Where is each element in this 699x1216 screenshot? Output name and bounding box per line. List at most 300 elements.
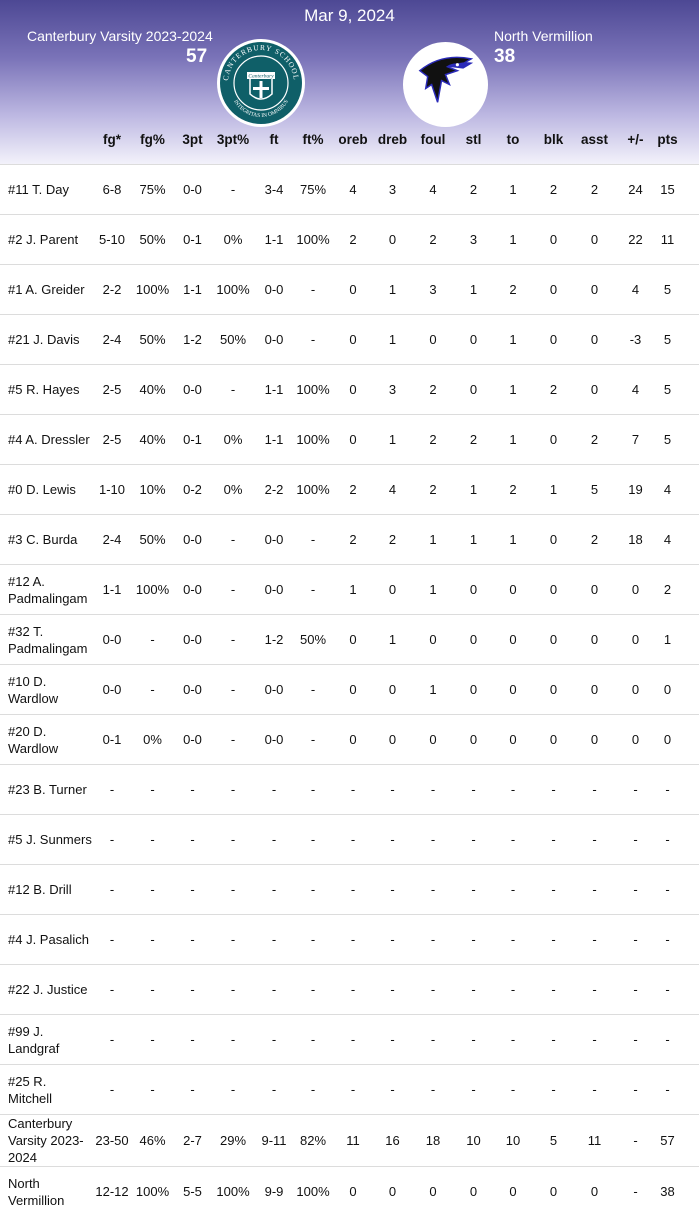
stat-cell-: 4 [615,365,656,415]
stat-cell-to: 0 [493,715,533,765]
stat-cell-ft: 9-9 [255,1167,293,1216]
column-header-asst[interactable]: asst [574,132,615,147]
stat-cell-: - [615,865,656,915]
stat-cell-blk: 0 [533,315,574,365]
stat-cell-ft: - [293,1015,333,1065]
stat-cell-foul: 0 [412,1167,454,1216]
stat-cell-stl: 1 [454,515,493,565]
stat-cell-foul: - [412,965,454,1015]
stat-cell-ft: 100% [293,415,333,465]
stat-cell-fg: 10% [131,465,174,515]
stat-cell-foul: 3 [412,265,454,315]
stat-cell-blk: 0 [533,665,574,715]
stat-cell-oreb: 0 [333,315,373,365]
stat-cell-oreb: 11 [333,1115,373,1167]
stat-cell-oreb: - [333,1065,373,1115]
stat-cell-pts: 5 [656,315,679,365]
stat-cell-oreb: 4 [333,165,373,215]
stat-cell-fg: 1-1 [93,565,131,615]
stat-cell-fg: 6-8 [93,165,131,215]
stat-cell-blk: 0 [533,565,574,615]
stat-cell-blk: 0 [533,515,574,565]
stat-cell-to: 1 [493,315,533,365]
logo-motto-text: INTEGRITAS IN OMNIBUS [232,99,290,119]
stat-cell-oreb: - [333,865,373,915]
stat-cell-foul: 1 [412,665,454,715]
stat-cell-fg: 40% [131,415,174,465]
stat-cell-fg: 100% [131,1167,174,1216]
stat-cell-3pt: - [211,1015,255,1065]
stat-cell-pts: 57 [656,1115,679,1167]
stat-cell-fg: 2-2 [93,265,131,315]
stat-cell-3pt: - [174,765,211,815]
stat-cell-foul: - [412,765,454,815]
stat-cell-dreb: 16 [373,1115,412,1167]
stat-cell-ft: 0-0 [255,665,293,715]
stat-cell-fg: 23-50 [93,1115,131,1167]
stat-cell-oreb: 0 [333,365,373,415]
stat-cell-foul: - [412,865,454,915]
stat-cell-ft: 1-1 [255,215,293,265]
column-header-3pt[interactable]: 3pt% [211,132,255,147]
stat-cell-3pt: 29% [211,1115,255,1167]
away-team-name: North Vermillion [494,28,593,44]
column-header-oreb[interactable]: oreb [333,132,373,147]
stat-cell-3pt: - [211,665,255,715]
stat-cell-fg: 75% [131,165,174,215]
stat-cell-asst: 0 [574,315,615,365]
stat-cell-ft: - [293,965,333,1015]
stat-cell-dreb: 2 [373,515,412,565]
stat-cell-3pt: 0-0 [174,665,211,715]
stat-cell-to: 1 [493,165,533,215]
stat-cell-to: 2 [493,465,533,515]
stat-cell-3pt: - [211,715,255,765]
stat-cell-3pt: 5-5 [174,1167,211,1216]
table-row [0,415,699,465]
stat-cell-foul: 1 [412,565,454,615]
stat-cell-dreb: - [373,965,412,1015]
stat-cell-to: - [493,1065,533,1115]
stat-cell-dreb: - [373,915,412,965]
stat-cell-blk: - [533,865,574,915]
stat-cell-to: 10 [493,1115,533,1167]
stat-cell-oreb: - [333,915,373,965]
stat-cell-: - [615,1015,656,1065]
stat-cell-fg: - [93,915,131,965]
stat-cell-dreb: 3 [373,165,412,215]
stat-cell-dreb: - [373,1065,412,1115]
stat-cell-fg: - [93,815,131,865]
stat-cell-dreb: 1 [373,315,412,365]
stat-cell-3pt: 0-0 [174,365,211,415]
stat-cell-pts: 15 [656,165,679,215]
stat-cell-oreb: 0 [333,615,373,665]
stat-cell-stl: - [454,965,493,1015]
stat-cell-fg: - [131,615,174,665]
row-spacer [679,415,699,465]
stat-cell-oreb: 0 [333,415,373,465]
stat-cell-: 19 [615,465,656,515]
column-header-blk[interactable]: blk [533,132,574,147]
stat-cell-asst: 0 [574,215,615,265]
stat-cell-ft: 75% [293,165,333,215]
stat-cell-3pt: 0-2 [174,465,211,515]
stat-cell-blk: 1 [533,465,574,515]
stat-cell-oreb: - [333,815,373,865]
stat-cell-asst: - [574,865,615,915]
table-row [0,965,699,1015]
stat-cell-ft: 1-2 [255,615,293,665]
stat-cell-stl: 1 [454,465,493,515]
stat-cell-3pt: 0% [211,465,255,515]
stat-cell-to: 1 [493,365,533,415]
stat-cell-ft: 100% [293,215,333,265]
stat-cell-blk: 0 [533,265,574,315]
stat-cell-ft: - [255,1015,293,1065]
stat-cell-3pt: - [211,515,255,565]
stat-cell-3pt: - [211,915,255,965]
stat-cell-stl: 3 [454,215,493,265]
row-spacer [679,565,699,615]
column-header-fg[interactable]: fg% [131,132,174,147]
player-name: #0 D. Lewis [0,465,93,515]
row-spacer [679,1065,699,1115]
stat-cell-stl: - [454,815,493,865]
stat-cell-: 0 [615,715,656,765]
stat-cell-ft: 9-11 [255,1115,293,1167]
player-name: #21 J. Davis [0,315,93,365]
stat-cell-stl: - [454,1015,493,1065]
stat-cell-pts: - [656,965,679,1015]
stat-cell-oreb: 0 [333,665,373,715]
stat-cell-dreb: - [373,865,412,915]
stat-cell-fg: - [93,865,131,915]
stat-cell-oreb: 2 [333,465,373,515]
box-score-table [0,164,699,1216]
stat-cell-fg: 40% [131,365,174,415]
stat-cell-stl: 0 [454,565,493,615]
stat-cell-pts: - [656,815,679,865]
stat-cell-stl: - [454,865,493,915]
stat-cell-foul: 18 [412,1115,454,1167]
stat-cell-: 4 [615,265,656,315]
stat-cell-ft: 0-0 [255,315,293,365]
stat-cell-pts: 0 [656,665,679,715]
table-row [0,515,699,565]
column-header-ft[interactable]: ft% [293,132,333,147]
stat-cell-dreb: 0 [373,715,412,765]
canterbury-school-logo [216,38,306,128]
stat-cell-asst: 0 [574,565,615,615]
stat-cell-stl: 2 [454,165,493,215]
stat-cell-3pt: 0-1 [174,415,211,465]
row-spacer [679,515,699,565]
row-spacer [679,1167,699,1216]
table-row [0,1065,699,1115]
stat-cell-foul: 0 [412,315,454,365]
stat-cell-asst: 0 [574,365,615,415]
column-header-ft[interactable]: ft [255,132,293,147]
stat-cell-pts: 2 [656,565,679,615]
player-name: Canterbury Varsity 2023-2024 [0,1115,93,1167]
stat-cell-: 18 [615,515,656,565]
column-header-[interactable]: +/- [615,132,656,147]
stat-cell-dreb: 1 [373,265,412,315]
stat-cell-3pt: 0-0 [174,515,211,565]
stat-cell-asst: - [574,965,615,1015]
player-name: #3 C. Burda [0,515,93,565]
stat-cell-3pt: - [211,865,255,915]
stat-cell-fg: 0-0 [93,615,131,665]
stat-cell-3pt: 100% [211,265,255,315]
table-row [0,765,699,815]
stat-cell-fg: 100% [131,265,174,315]
column-header-to[interactable]: to [493,132,533,147]
stat-cell-3pt: - [174,1065,211,1115]
stat-cell-ft: - [293,565,333,615]
stat-cell-dreb: - [373,815,412,865]
stat-cell-ft: - [293,315,333,365]
stat-cell-stl: 0 [454,615,493,665]
stat-cell-ft: - [255,1065,293,1115]
stat-cell-3pt: 0% [211,415,255,465]
stat-cell-fg: 2-4 [93,515,131,565]
stat-cell-ft: - [293,1065,333,1115]
stat-cell-to: 2 [493,265,533,315]
stat-cell-dreb: 4 [373,465,412,515]
stat-cell-oreb: 1 [333,565,373,615]
stat-cell-ft: - [293,915,333,965]
stat-cell-ft: - [255,965,293,1015]
stat-cell-oreb: 0 [333,265,373,315]
stat-cell-3pt: - [211,815,255,865]
stat-cell-pts: 5 [656,265,679,315]
stat-cell-pts: 1 [656,615,679,665]
stat-cell-ft: - [293,665,333,715]
player-name: #4 A. Dressler [0,415,93,465]
stat-cell-blk: - [533,1065,574,1115]
stat-cell-blk: - [533,1015,574,1065]
stat-cell-3pt: - [174,865,211,915]
stat-cell-ft: - [255,915,293,965]
stat-cell-fg: 50% [131,515,174,565]
player-name: #1 A. Greider [0,265,93,315]
stat-cell-3pt: 0-0 [174,165,211,215]
table-row [0,665,699,715]
stat-cell-oreb: 2 [333,215,373,265]
stat-cell-fg: - [131,865,174,915]
player-name: #12 A. Padmalingam [0,565,93,615]
stat-cell-to: - [493,915,533,965]
stat-cell-asst: 2 [574,515,615,565]
stat-cell-blk: 5 [533,1115,574,1167]
stat-cell-stl: 0 [454,315,493,365]
stat-cell-ft: - [293,815,333,865]
stat-cell-ft: - [293,265,333,315]
stat-cell-asst: 0 [574,1167,615,1216]
home-team-score: 57 [186,46,207,68]
stat-cell-to: 1 [493,215,533,265]
stat-cell-fg: 2-5 [93,415,131,465]
stat-cell-ft: 0-0 [255,715,293,765]
row-spacer [679,265,699,315]
stat-cell-fg: 1-10 [93,465,131,515]
stat-cell-to: 0 [493,615,533,665]
logo-banner-text: Canterbury [248,74,274,80]
player-name: #25 R. Mitchell [0,1065,93,1115]
stat-cell-oreb: - [333,1015,373,1065]
stat-cell-3pt: - [211,965,255,1015]
stat-cell-foul: 2 [412,465,454,515]
stat-cell-foul: - [412,815,454,865]
stat-cell-pts: 11 [656,215,679,265]
stat-cell-to: 0 [493,1167,533,1216]
stat-cell-blk: - [533,965,574,1015]
stat-cell-3pt: 0% [211,215,255,265]
stat-cell-fg: - [93,1015,131,1065]
stat-cell-ft: - [255,765,293,815]
row-spacer [679,1115,699,1167]
stat-cell-asst: 0 [574,715,615,765]
stat-cell-blk: 2 [533,165,574,215]
stat-cell-blk: - [533,915,574,965]
stat-cell-blk: 0 [533,1167,574,1216]
stat-cell-asst: - [574,765,615,815]
player-name: #11 T. Day [0,165,93,215]
row-spacer [679,315,699,365]
stat-cell-3pt: - [211,765,255,815]
stat-cell-oreb: - [333,965,373,1015]
stat-cell-ft: 0-0 [255,265,293,315]
stat-cell-fg: - [93,1065,131,1115]
stat-cell-ft: 50% [293,615,333,665]
stat-cell-pts: 4 [656,465,679,515]
game-date: Mar 9, 2024 [0,6,699,26]
column-header-fg[interactable]: fg* [93,132,131,147]
stat-cell-: - [615,1115,656,1167]
stat-cell-oreb: - [333,765,373,815]
stat-cell-3pt: - [174,1015,211,1065]
column-header-stl[interactable]: stl [454,132,493,147]
stat-cell-3pt: - [211,1065,255,1115]
row-spacer [679,365,699,415]
stat-cell-stl: 10 [454,1115,493,1167]
stat-cell-stl: 0 [454,715,493,765]
stat-cell-: 24 [615,165,656,215]
stat-cell-ft: - [293,865,333,915]
table-row [0,365,699,415]
row-spacer [679,865,699,915]
column-header-pts[interactable]: pts [656,132,679,147]
column-header-3pt[interactable]: 3pt [174,132,211,147]
column-header-dreb[interactable]: dreb [373,132,412,147]
stat-cell-foul: 4 [412,165,454,215]
stat-cell-fg: 12-12 [93,1167,131,1216]
stat-cell-to: 0 [493,565,533,615]
table-row [0,865,699,915]
stat-cell-pts: - [656,1015,679,1065]
stat-cell-blk: 0 [533,715,574,765]
stat-cell-3pt: - [211,565,255,615]
stat-cell-pts: 0 [656,715,679,765]
stat-cell-: - [615,815,656,865]
stat-cell-pts: - [656,865,679,915]
stat-cell-asst: 2 [574,165,615,215]
table-row [0,1115,699,1167]
stat-cell-stl: 0 [454,1167,493,1216]
stat-cell-fg: 2-4 [93,315,131,365]
stat-cell-asst: - [574,1015,615,1065]
stat-cell-foul: 2 [412,215,454,265]
stat-cell-ft: 100% [293,1167,333,1216]
column-header-foul[interactable]: foul [412,132,454,147]
stat-cell-ft: - [255,865,293,915]
stat-cell-ft: 0-0 [255,515,293,565]
stat-cell-fg: - [93,965,131,1015]
stat-cell-to: 1 [493,415,533,465]
stat-cell-3pt: 1-1 [174,265,211,315]
stat-cell-asst: 2 [574,415,615,465]
stat-cell-ft: 1-1 [255,415,293,465]
table-row [0,315,699,365]
stat-cell-ft: 3-4 [255,165,293,215]
stat-cell-blk: 0 [533,615,574,665]
stat-cell-dreb: 0 [373,565,412,615]
stat-cell-blk: 0 [533,215,574,265]
player-name: #5 R. Hayes [0,365,93,415]
stat-cell-fg: - [131,915,174,965]
stat-cell-ft: 1-1 [255,365,293,415]
player-name: #4 J. Pasalich [0,915,93,965]
stat-cell-oreb: 2 [333,515,373,565]
row-spacer [679,665,699,715]
row-spacer [679,715,699,765]
table-row [0,715,699,765]
stat-cell-pts: 5 [656,365,679,415]
home-team-name: Canterbury Varsity 2023-2024 [27,28,213,44]
row-spacer [679,615,699,665]
player-name: #22 J. Justice [0,965,93,1015]
stat-cell-pts: - [656,915,679,965]
stat-cell-fg: - [131,815,174,865]
stat-cell-to: 0 [493,665,533,715]
stat-cell-fg: - [131,665,174,715]
row-spacer [679,1015,699,1065]
stat-cell-ft: - [293,765,333,815]
player-name: #20 D. Wardlow [0,715,93,765]
stat-cell-stl: 0 [454,365,493,415]
stat-cell-fg: - [131,1015,174,1065]
stat-cell-foul: 2 [412,365,454,415]
stat-cell-blk: 2 [533,365,574,415]
stat-cell-dreb: 0 [373,665,412,715]
row-spacer [679,765,699,815]
away-team-score: 38 [494,46,515,68]
stat-cell-dreb: 3 [373,365,412,415]
stat-cell-3pt: 0-1 [174,215,211,265]
table-row [0,165,699,215]
stat-cell-: - [615,1065,656,1115]
stat-cell-fg: 100% [131,565,174,615]
stat-cell-to: - [493,1015,533,1065]
stat-cell-3pt: - [174,815,211,865]
stat-cell-ft: 100% [293,365,333,415]
stat-cell-pts: 4 [656,515,679,565]
stat-cell-asst: 5 [574,465,615,515]
stat-cell-to: - [493,815,533,865]
stat-cell-3pt: - [174,965,211,1015]
